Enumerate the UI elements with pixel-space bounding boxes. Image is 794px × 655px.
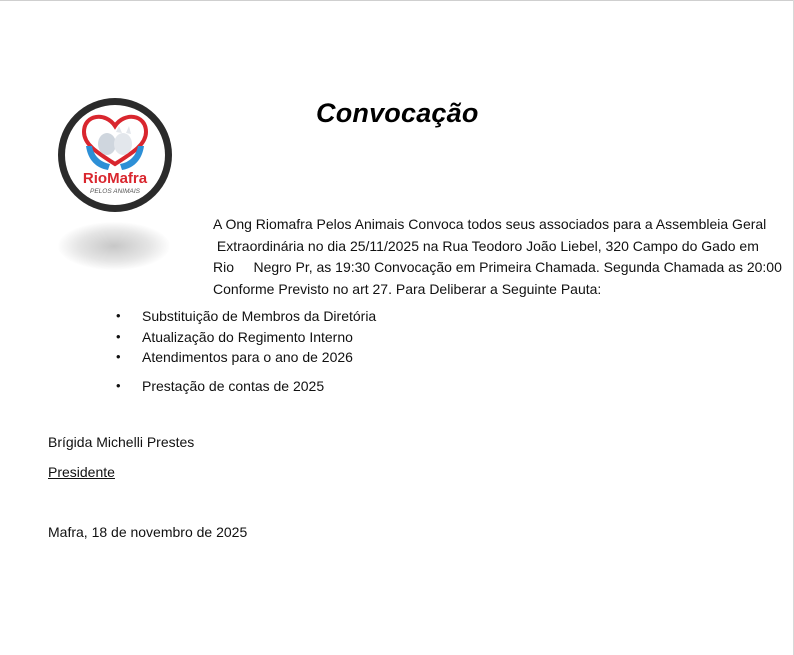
agenda-item-label: Substituição de Membros da Diretória xyxy=(142,308,377,324)
cat-icon xyxy=(114,133,132,155)
paragraph-line: Extraordinária no dia 25/11/2025 na Rua Teodoro João Liebel, 320 Campo do Gado em xyxy=(213,237,759,254)
logo-brand-text: RioMafra xyxy=(82,170,148,187)
dog-icon xyxy=(98,133,116,155)
convocation-paragraph xyxy=(213,214,782,300)
signer-role: Presidente xyxy=(48,464,115,480)
bullet-icon: • xyxy=(116,328,121,344)
page-top-border xyxy=(0,0,794,1)
document-title: Convocação xyxy=(316,98,479,128)
signer-name: Brígida Michelli Prestes xyxy=(48,434,195,450)
logo-shadow xyxy=(58,222,170,270)
agenda-item-label: Atualização do Regimento Interno xyxy=(142,328,353,345)
agenda-item xyxy=(116,347,376,368)
agenda-item-label: Atendimentos para o ano de 2026 xyxy=(142,349,353,365)
agenda-item-label: Prestação de contas de 2025 xyxy=(142,377,325,394)
paragraph-line: Rio Negro Pr, as 19:30 Convocação em Primeira Chamada. Segunda Chamada as 20:00 xyxy=(213,259,782,275)
agenda-list xyxy=(116,306,376,396)
riomafra-logo xyxy=(56,96,174,214)
bullet-icon: • xyxy=(116,308,121,323)
logo-tagline: PELOS ANIMAIS xyxy=(90,188,140,195)
agenda-item xyxy=(116,327,376,348)
bullet-icon: • xyxy=(116,349,121,364)
bullet-icon: • xyxy=(116,377,121,393)
place-and-date: Mafra, 18 de novembro de 2025 xyxy=(48,524,248,540)
paragraph-line: A Ong Riomafra Pelos Animais Convoca todos seus associados para a Assembleia Geral xyxy=(213,216,767,232)
agenda-item xyxy=(116,306,376,327)
agenda-item xyxy=(116,376,376,397)
paragraph-line: Conforme Previsto no art 27. Para Deliberar a Seguinte Pauta: xyxy=(213,280,602,297)
